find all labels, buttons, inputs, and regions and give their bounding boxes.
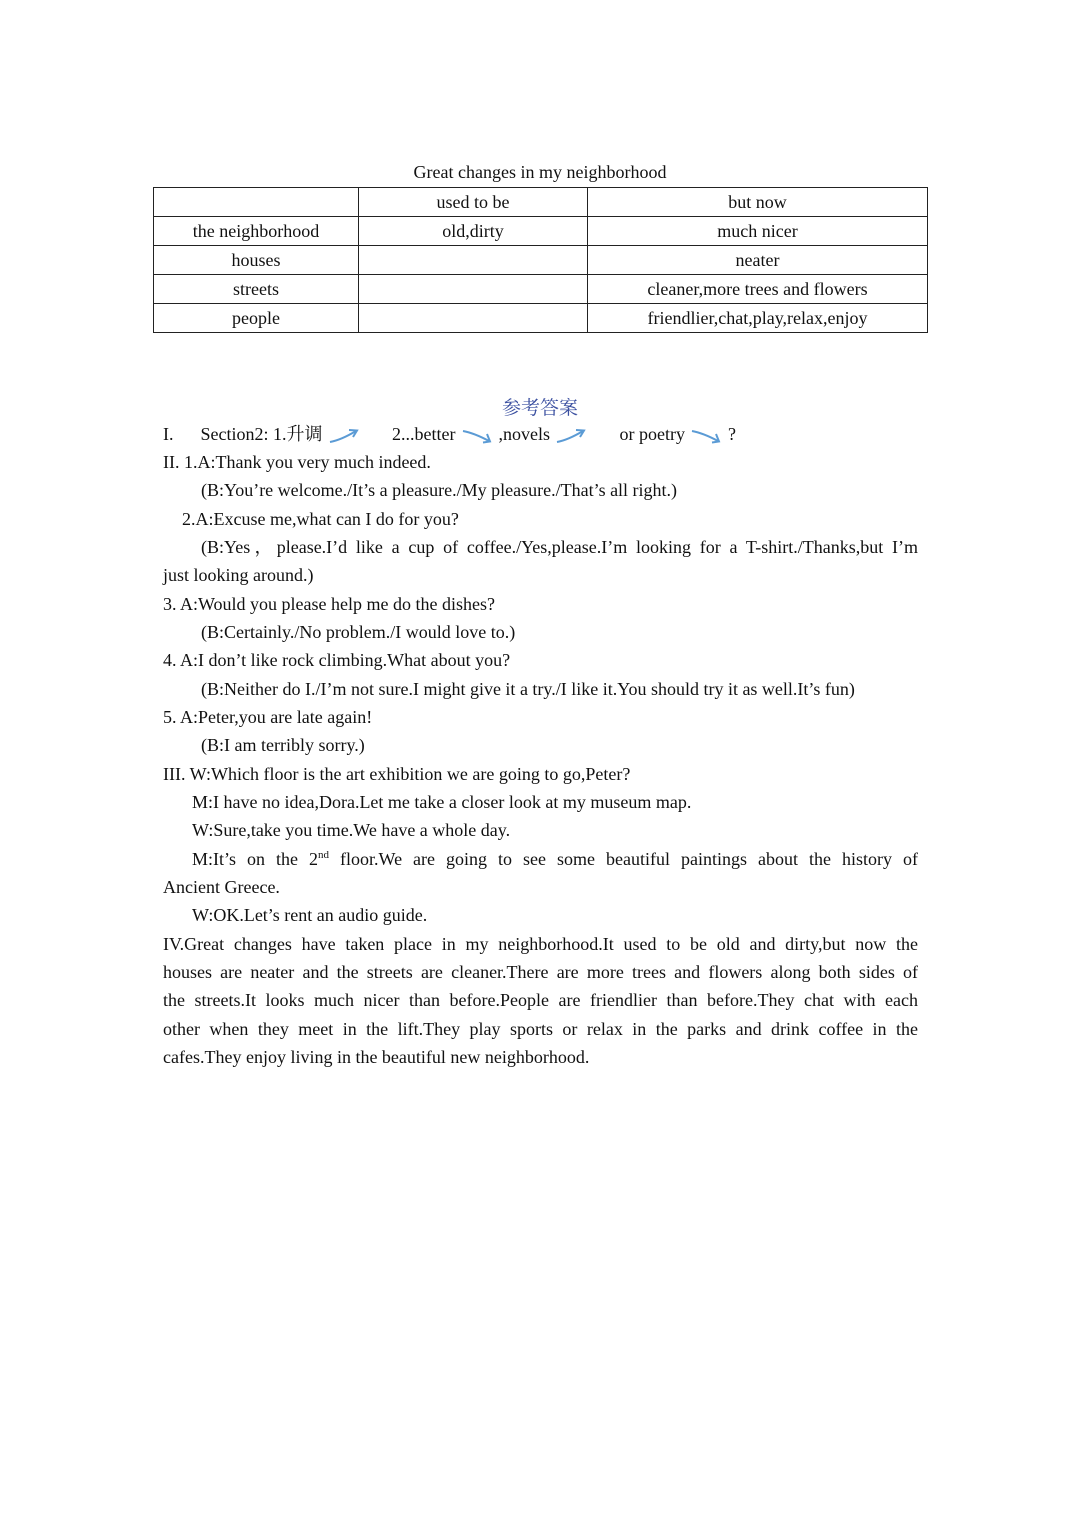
section-1-line xyxy=(163,420,736,448)
table-row xyxy=(154,217,928,246)
answer-key-heading: 参考答案 xyxy=(501,397,578,419)
section-1-part3: ,novels xyxy=(498,424,550,444)
table-row xyxy=(154,246,928,275)
section-4-line: other when they meet in the lift.They play sports or relax in the parks and drink coffee in the xyxy=(163,1019,918,1039)
rising-arrow-icon xyxy=(556,428,586,444)
section-4-line: the streets.It looks much nicer than before.People are friendlier than before.They chat with each xyxy=(163,990,918,1010)
table-cell: people xyxy=(154,304,359,333)
table-cell: houses xyxy=(154,246,359,275)
rising-arrow-icon xyxy=(329,428,359,444)
section-2-line: (B:Certainly./No problem./I would love to.) xyxy=(201,622,516,642)
section-2-line: (B:You’re welcome./It’s a pleasure./My pleasure./That’s all right.) xyxy=(201,480,678,500)
section-2-line: 2.A:Excuse me,what can I do for you? xyxy=(182,509,459,529)
section-3-line: M:I have no idea,Dora.Let me take a closer look at my museum map. xyxy=(192,792,692,812)
header-cell xyxy=(154,188,359,217)
section-4-line: cafes.They enjoy living in the beautiful new neighborhood. xyxy=(163,1047,590,1067)
table-cell xyxy=(359,275,588,304)
table-cell: old,dirty xyxy=(359,217,588,246)
section-4-line: IV.Great changes have taken place in my neighborhood.It used to be old and dirty,but now the xyxy=(163,934,918,954)
section-3-line xyxy=(192,845,918,873)
section-3-text: M:It’s on the 2 xyxy=(192,849,319,869)
section-4-line: houses are neater and the streets are cleaner.There are more trees and flowers along both sides of xyxy=(163,962,918,982)
section-3-line: Ancient Greece. xyxy=(163,877,280,897)
table-cell: friendlier,chat,play,relax,enjoy xyxy=(588,304,928,333)
table-cell: neater xyxy=(588,246,928,275)
table-header-row xyxy=(154,188,928,217)
table-title: Great changes in my neighborhood xyxy=(413,162,667,182)
table-cell xyxy=(359,304,588,333)
changes-table xyxy=(153,187,928,333)
table-cell: the neighborhood xyxy=(154,217,359,246)
section-3-line: W:Sure,take you time.We have a whole day. xyxy=(192,820,511,840)
section-3-line: W:OK.Let’s rent an audio guide. xyxy=(192,905,428,925)
table-cell: cleaner,more trees and flowers xyxy=(588,275,928,304)
section-2-line: (B:Neither do I./I’m not sure.I might give it a try./I like it.You should try it as well.It’s fun) xyxy=(201,679,855,699)
section-2-line: II. 1.A:Thank you very much indeed. xyxy=(163,452,431,472)
table-cell xyxy=(359,246,588,275)
section-1-label: I. xyxy=(163,424,174,444)
ordinal-suffix: nd xyxy=(318,849,330,861)
section-3-text: floor.We are going to see some beautiful paintings about the history of xyxy=(329,849,919,869)
section-1-part1: Section2: 1.升调 xyxy=(200,424,323,444)
section-2-line: 4. A:I don’t like rock climbing.What about you? xyxy=(163,650,511,670)
table-cell: much nicer xyxy=(588,217,928,246)
falling-arrow-icon xyxy=(462,428,492,444)
section-2-line: 5. A:Peter,you are late again! xyxy=(163,707,373,727)
section-2-line: 3. A:Would you please help me do the dishes? xyxy=(163,594,495,614)
table-row xyxy=(154,304,928,333)
table-cell: streets xyxy=(154,275,359,304)
falling-arrow-icon xyxy=(691,428,721,444)
section-2-line: (B:I am terribly sorry.) xyxy=(201,735,365,755)
section-3-line: III. W:Which floor is the art exhibition we are going to go,Peter? xyxy=(163,764,631,784)
header-cell: but now xyxy=(588,188,928,217)
section-1-part4: or poetry xyxy=(619,424,685,444)
section-2-line: (B:Yes，please.I’d like a cup of coffee./Yes,please.I’m looking for a T-shirt./Thanks,but I’m xyxy=(201,537,918,557)
section-1-part5: ? xyxy=(727,424,736,444)
section-2-line: just looking around.) xyxy=(163,565,314,585)
section-1-part2: 2...better xyxy=(392,424,456,444)
header-cell: used to be xyxy=(359,188,588,217)
table-row xyxy=(154,275,928,304)
